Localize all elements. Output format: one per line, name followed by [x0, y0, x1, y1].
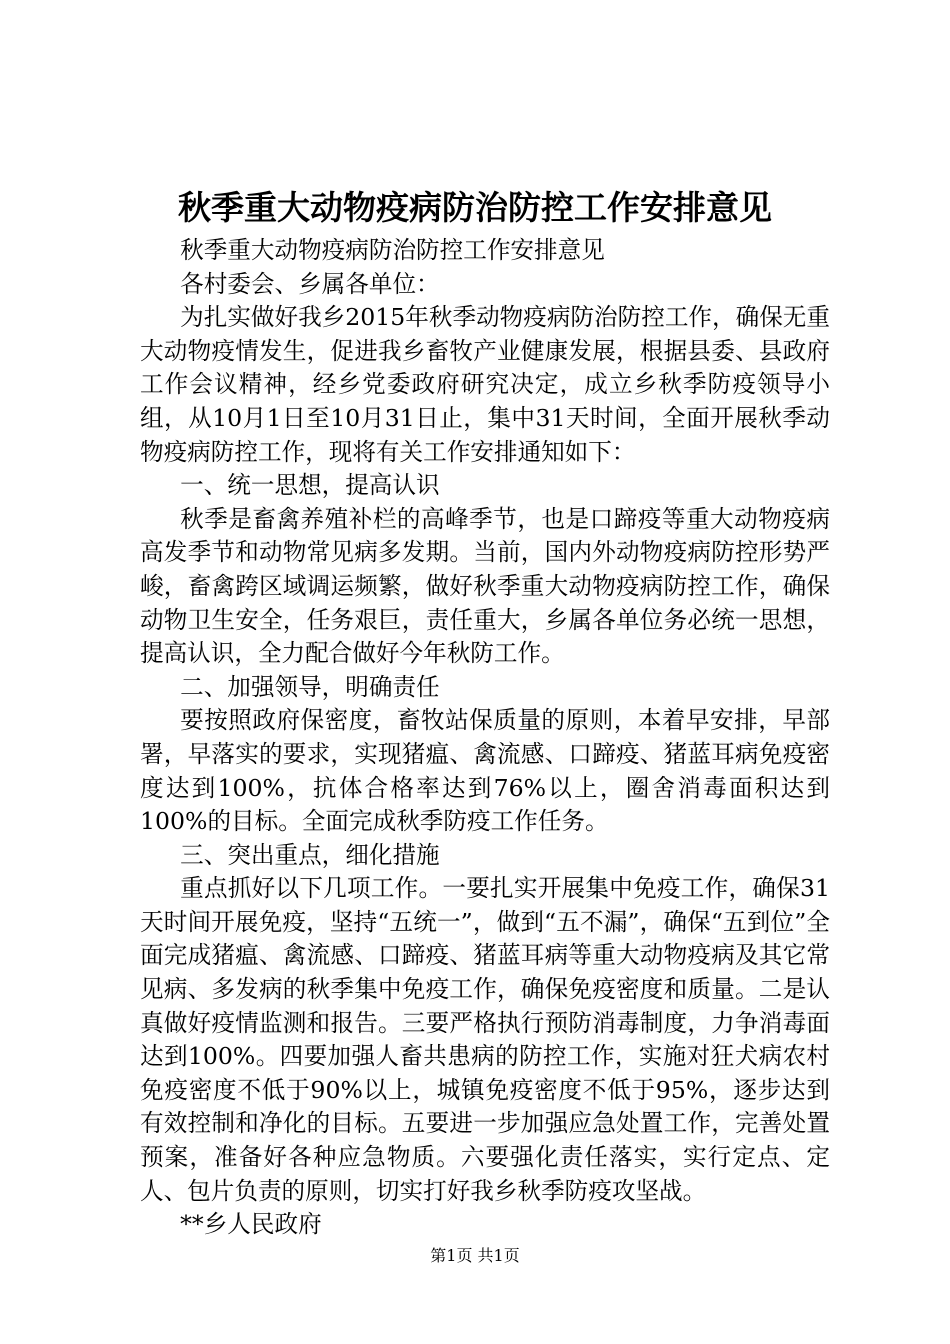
document-title: 秋季重大动物疫病防治防控工作安排意见 [178, 188, 772, 227]
document-body [140, 234, 830, 1242]
salutation-line: 各村委会、乡属各单位： [180, 269, 440, 298]
section-paragraph-2: 要按照政府保密度，畜牧站保质量的原则，本着早安排，早部署，早落实的要求，实现猪瘟、禽流感、口蹄疫、猪蓝耳病免疫密度达到100%，抗体合格率达到76%以上，圈舍消毒面积达到100%的目标。全面完成秋季防疫工作任务。 [140, 706, 830, 836]
section-paragraph-1: 秋季是畜禽养殖补栏的高峰季节，也是口蹄疫等重大动物疫病高发季节和动物常见病多发期。当前，国内外动物疫病防控形势严峻，畜禽跨区域调运频繁，做好秋季重大动物疫病防控工作，确保动物卫生安全，任务艰巨，责任重大，乡属各单位务必统一思想，提高认识，全力配合做好今年秋防工作。 [140, 504, 830, 668]
section-heading-1: 一、统一思想，提高认识 [180, 471, 440, 500]
section-heading-2: 二、加强领导，明确责任 [180, 672, 440, 701]
subtitle-line: 秋季重大动物疫病防治防控工作安排意见 [180, 236, 605, 264]
section-paragraph-3: 重点抓好以下几项工作。一要扎实开展集中免疫工作，确保31天时间开展免疫，坚持“五统一”，做到“五不漏”，确保“五到位”全面完成猪瘟、禽流感、口蹄疫、猪蓝耳病等重大动物疫病及其它常见病、多发病的秋季集中免疫工作，确保免疫密度和质量。二是认真做好疫情监测和报告。三要严格执行预防消毒制度，力争消毒面达到100%。四要加强人畜共患病的防控工作，实施对狂犬病农村免疫密度不低于90%以上，城镇免疫密度不低于95%，逐步达到有效控制和净化的目标。五要进一步加强应急处置工作，完善处置预案，准备好各种应急物质。六要强化责任落实，实行定点、定人、包片负责的原则，切实打好我乡秋季防疫攻坚战。 [140, 874, 830, 1205]
signature-line: **乡人民政府 [180, 1210, 322, 1239]
intro-paragraph: 为扎实做好我乡2015年秋季动物疫病防治防控工作，确保无重大动物疫情发生，促进我乡畜牧产业健康发展，根据县委、县政府工作会议精神，经乡党委政府研究决定，成立乡秋季防疫领导小组，从10月1日至10月31日止，集中31天时间，全面开展秋季动物疫病防控工作，现将有关工作安排通知如下： [140, 303, 830, 466]
section-heading-3: 三、突出重点，细化措施 [180, 840, 440, 869]
page-number: 第1页 共1页 [430, 1246, 520, 1265]
